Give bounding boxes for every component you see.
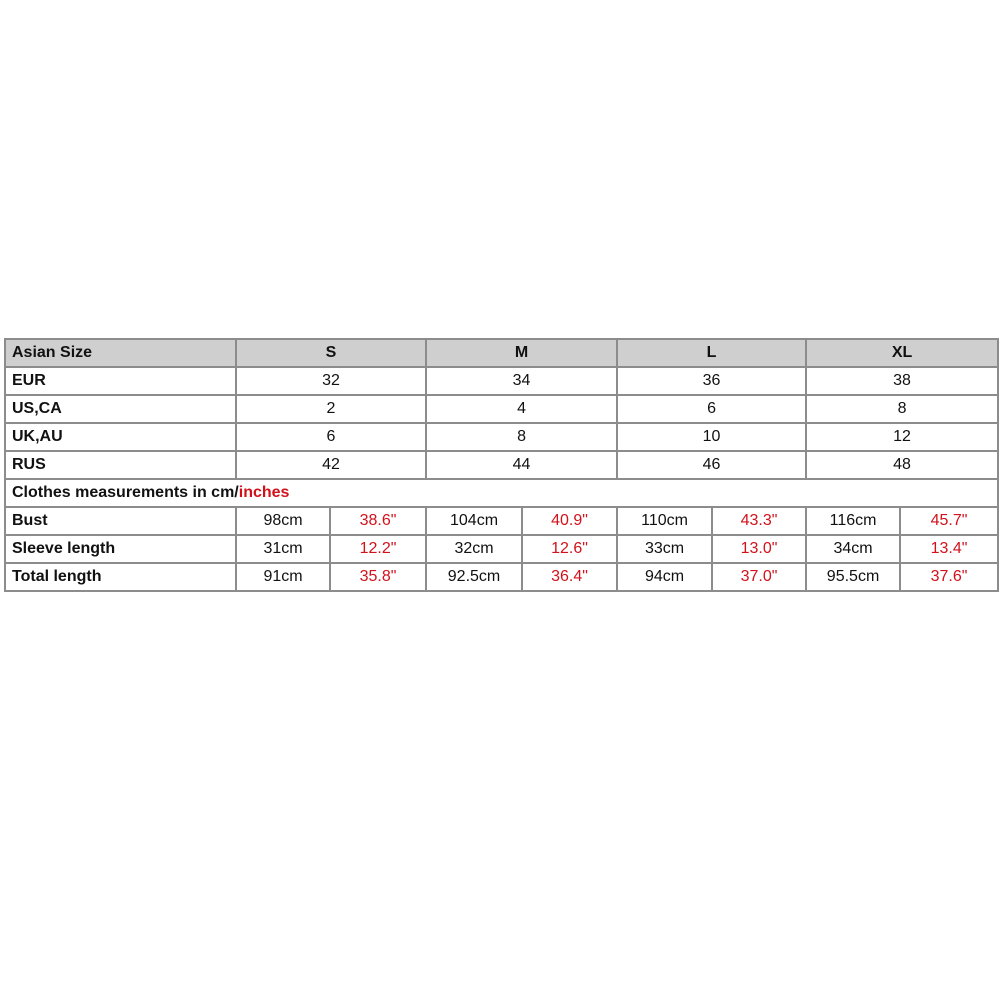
table-cell: 38	[806, 367, 998, 395]
cm-cell: 95.5cm	[806, 563, 900, 591]
table-row-uk-au	[5, 423, 998, 451]
row-label: Bust	[5, 507, 236, 535]
cm-cell: 91cm	[236, 563, 330, 591]
row-label: RUS	[5, 451, 236, 479]
table-cell: 32	[236, 367, 426, 395]
inch-cell: 36.4"	[522, 563, 617, 591]
table-row-eur	[5, 367, 998, 395]
header-label: Asian Size	[5, 339, 236, 367]
section-title-prefix: Clothes measurements in cm/	[12, 484, 239, 501]
table-row-rus	[5, 451, 998, 479]
table-cell: 12	[806, 423, 998, 451]
inch-cell: 12.6"	[522, 535, 617, 563]
table-cell: 34	[426, 367, 617, 395]
cm-cell: 34cm	[806, 535, 900, 563]
size-chart-table	[4, 338, 999, 592]
cm-cell: 31cm	[236, 535, 330, 563]
inch-cell: 37.6"	[900, 563, 998, 591]
table-cell: 8	[426, 423, 617, 451]
table-cell: 48	[806, 451, 998, 479]
table-row-us-ca	[5, 395, 998, 423]
row-label: US,CA	[5, 395, 236, 423]
cm-cell: 104cm	[426, 507, 522, 535]
table-cell: 10	[617, 423, 806, 451]
table-cell: 44	[426, 451, 617, 479]
inch-cell: 38.6"	[330, 507, 426, 535]
table-cell: 8	[806, 395, 998, 423]
cm-cell: 32cm	[426, 535, 522, 563]
table-cell: 6	[617, 395, 806, 423]
table-cell: 2	[236, 395, 426, 423]
table-cell: 4	[426, 395, 617, 423]
inch-cell: 40.9"	[522, 507, 617, 535]
size-l-header: L	[617, 339, 806, 367]
row-label: Total length	[5, 563, 236, 591]
inch-cell: 13.4"	[900, 535, 998, 563]
table-row-bust	[5, 507, 998, 535]
inch-cell: 43.3"	[712, 507, 806, 535]
size-m-header: M	[426, 339, 617, 367]
cm-cell: 94cm	[617, 563, 712, 591]
size-s-header: S	[236, 339, 426, 367]
cm-cell: 116cm	[806, 507, 900, 535]
table-cell: 46	[617, 451, 806, 479]
inch-cell: 45.7"	[900, 507, 998, 535]
header-row	[5, 339, 998, 367]
section-title-highlight: inches	[238, 484, 290, 501]
cm-cell: 98cm	[236, 507, 330, 535]
inch-cell: 35.8"	[330, 563, 426, 591]
inch-cell: 13.0"	[712, 535, 806, 563]
table-cell: 36	[617, 367, 806, 395]
cm-cell: 110cm	[617, 507, 712, 535]
table-row-sleeve-length	[5, 535, 998, 563]
size-xl-header: XL	[806, 339, 998, 367]
section-title	[5, 479, 998, 507]
cm-cell: 92.5cm	[426, 563, 522, 591]
row-label: EUR	[5, 367, 236, 395]
row-label: Sleeve length	[5, 535, 236, 563]
table-cell: 6	[236, 423, 426, 451]
inch-cell: 12.2"	[330, 535, 426, 563]
inch-cell: 37.0"	[712, 563, 806, 591]
row-label: UK,AU	[5, 423, 236, 451]
table-row-total-length	[5, 563, 998, 591]
cm-cell: 33cm	[617, 535, 712, 563]
table-cell: 42	[236, 451, 426, 479]
section-title-row	[5, 479, 998, 507]
